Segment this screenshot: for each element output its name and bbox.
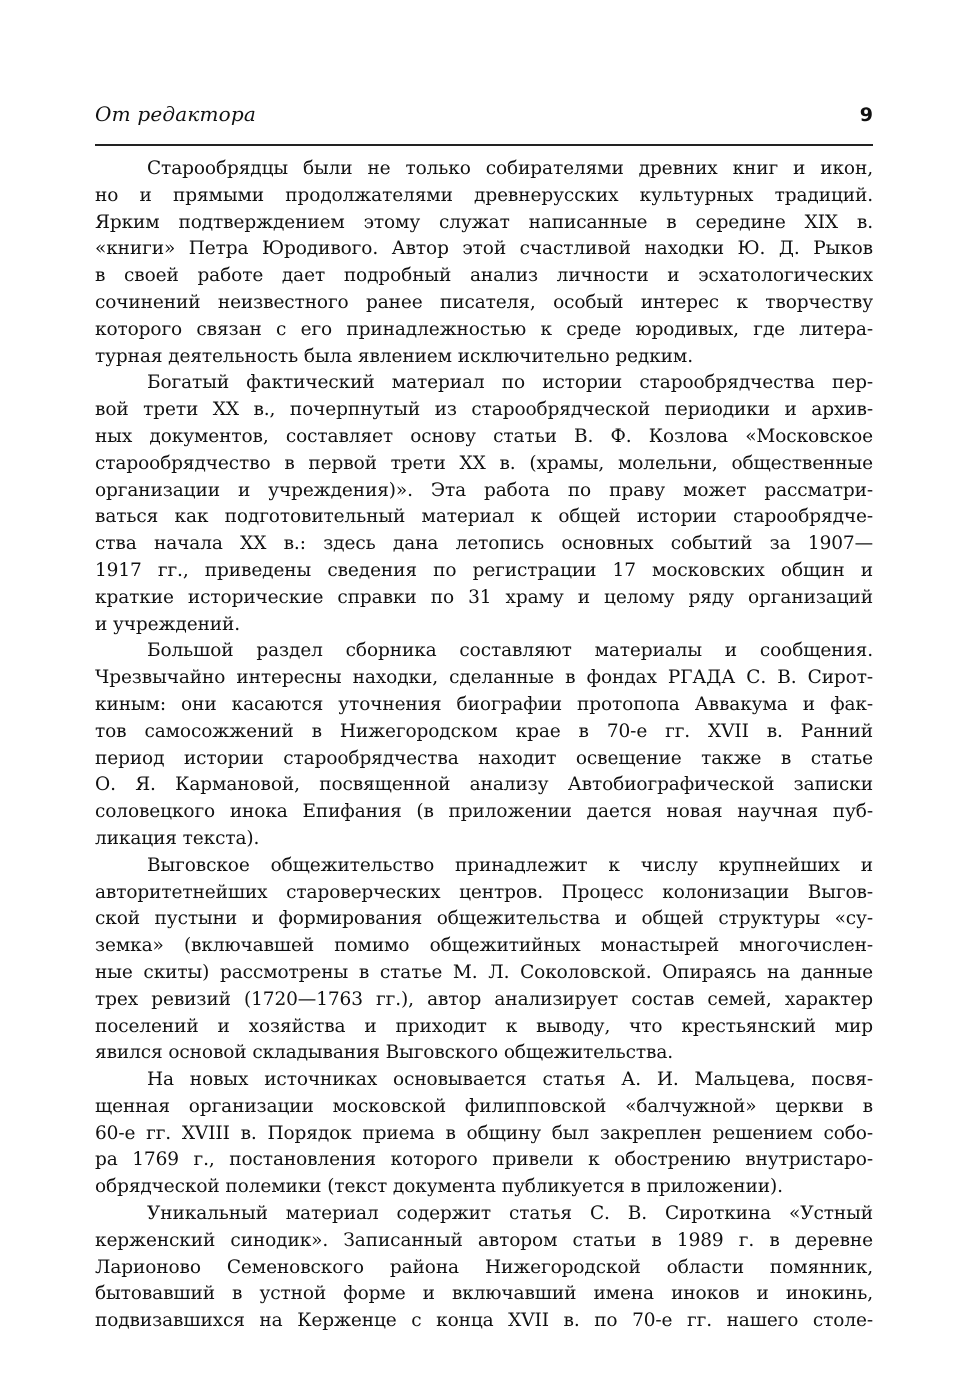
- text-line: Выговское общежительство принадлежит к числу крупнейших и: [147, 854, 873, 876]
- text-line: киным: они касаются уточнения биографии протопопа Аввакума и фак-: [95, 693, 873, 715]
- text-line: ных документов, составляет основу статьи В. Ф. Козлова «Московское: [95, 425, 873, 447]
- text-line: вой трети XX в., почерпнутый из старообрядческой периодики и архив-: [95, 399, 873, 421]
- paragraph: [95, 853, 873, 1067]
- text-line: турная деятельность была явлением исключительно редким.: [95, 345, 693, 367]
- text-line: обрядческой полемики (текст документа публикуется в приложении).: [95, 1176, 783, 1198]
- text-line: авторитетнейших староверческих центров. Процесс колонизации Выгов-: [95, 881, 873, 903]
- text-line: Ярким подтверждением этому служат написанные в середине XIX в.: [95, 211, 873, 233]
- text-line: но и прямыми продолжателями древнерусских культурных традиций.: [95, 184, 873, 206]
- text-line: 60-е гг. XVIII в. Порядок приема в общину был закреплен решением собо-: [95, 1122, 873, 1144]
- text-line: Старообрядцы были не только собирателями древних книг и икон,: [147, 158, 873, 179]
- text-line: Богатый фактический материал по истории старообрядчества пер-: [147, 372, 873, 394]
- text-line: в своей работе дает подробный анализ личности и эсхатологических: [95, 265, 873, 287]
- text-line: период истории старообрядчества находит освещение также в статье: [95, 747, 873, 769]
- text-line: сочинений неизвестного ранее писателя, особый интерес к творчеству: [95, 291, 873, 313]
- text-line: бытовавший в устной форме и включавший имена иноков и инокинь,: [95, 1283, 873, 1305]
- book-page: [95, 100, 873, 1332]
- text-line: краткие исторические справки по 31 храму и целому ряду организаций: [95, 586, 873, 608]
- text-line: 1917 гг., приведены сведения по регистрации 17 московских общин и: [95, 559, 873, 581]
- text-line: ные скиты) рассмотрены в статье М. Л. Соколовской. Опираясь на данные: [95, 961, 873, 983]
- text-line: которого связан с его принадлежностью к среде юродивых, где литера-: [95, 318, 873, 340]
- paragraph: [95, 638, 873, 852]
- text-line: ра 1769 г., постановления которого привели к обострению внутристаро-: [95, 1149, 873, 1171]
- text-line: «книги» Петра Юродивого. Автор этой счастливой находки Ю. Д. Рыков: [95, 238, 873, 260]
- text-line: старообрядчество в первой трети XX в. (храмы, молельни, общественные: [95, 452, 873, 474]
- text-line: организации и учреждения)». Эта работа по праву может рассматри-: [95, 479, 873, 501]
- page-header: [95, 100, 873, 130]
- text-line: трех ревизий (1720—1763 гг.), автор анализирует состав семей, характер: [95, 988, 873, 1010]
- text-line: Ларионово Семеновского района Нижегородской области помянник,: [95, 1256, 873, 1278]
- text-line: Уникальный материал содержит статья С. В. Сироткина «Устный: [147, 1203, 873, 1225]
- text-line: На новых источниках основывается статья А. И. Мальцева, посвя-: [147, 1069, 873, 1091]
- text-line: поселений и хозяйства и приходит к выводу, что крестьянский мир: [95, 1015, 873, 1037]
- text-line: ликация текста).: [95, 827, 260, 849]
- header-divider: [95, 144, 873, 146]
- paragraph: [95, 1067, 873, 1201]
- text-line: земка» (включавшей помимо общежитийных монастырей многочислен-: [95, 935, 873, 957]
- text-line: соловецкого инока Епифания (в приложении дается новая научная пуб-: [95, 801, 873, 823]
- text-line: ской пустыни и формирования общежительства и общей структуры «су-: [95, 908, 873, 930]
- text-line: явился основой складывания Выговского общежительства.: [95, 1042, 674, 1064]
- text-line: О. Я. Кармановой, посвященной анализу Автобиографической записки: [95, 774, 873, 796]
- text-line: керженский синодик». Записанный автором статьи в 1989 г. в деревне: [95, 1229, 873, 1251]
- text-line: ства начала XX в.: здесь дана летопись основных событий за 1907—: [95, 533, 873, 555]
- text-line: Чрезвычайно интересны находки, сделанные в фондах РГАДА С. В. Сирот-: [95, 667, 873, 689]
- text-line: тов самосожжений в Нижегородском крае в 70-е гг. XVII в. Ранний: [95, 720, 873, 742]
- text-line: и учреждений.: [95, 613, 241, 635]
- text-line: ваться как подготовительный материал к общей истории старообрядче-: [95, 506, 873, 528]
- paragraph: [95, 156, 873, 370]
- paragraph: [95, 1201, 873, 1335]
- text-line: подвизавшихся на Керженце с конца XVII в. по 70-е гг. нашего столе-: [95, 1310, 873, 1332]
- text-line: щенная организации московской филипповской «балчужной» церкви в: [95, 1095, 873, 1117]
- page-number: 9: [859, 104, 873, 126]
- paragraph: [95, 370, 873, 638]
- body-text: [95, 156, 873, 1335]
- text-line: Большой раздел сборника составляют материалы и сообщения.: [147, 640, 873, 662]
- running-title: От редактора: [95, 102, 257, 126]
